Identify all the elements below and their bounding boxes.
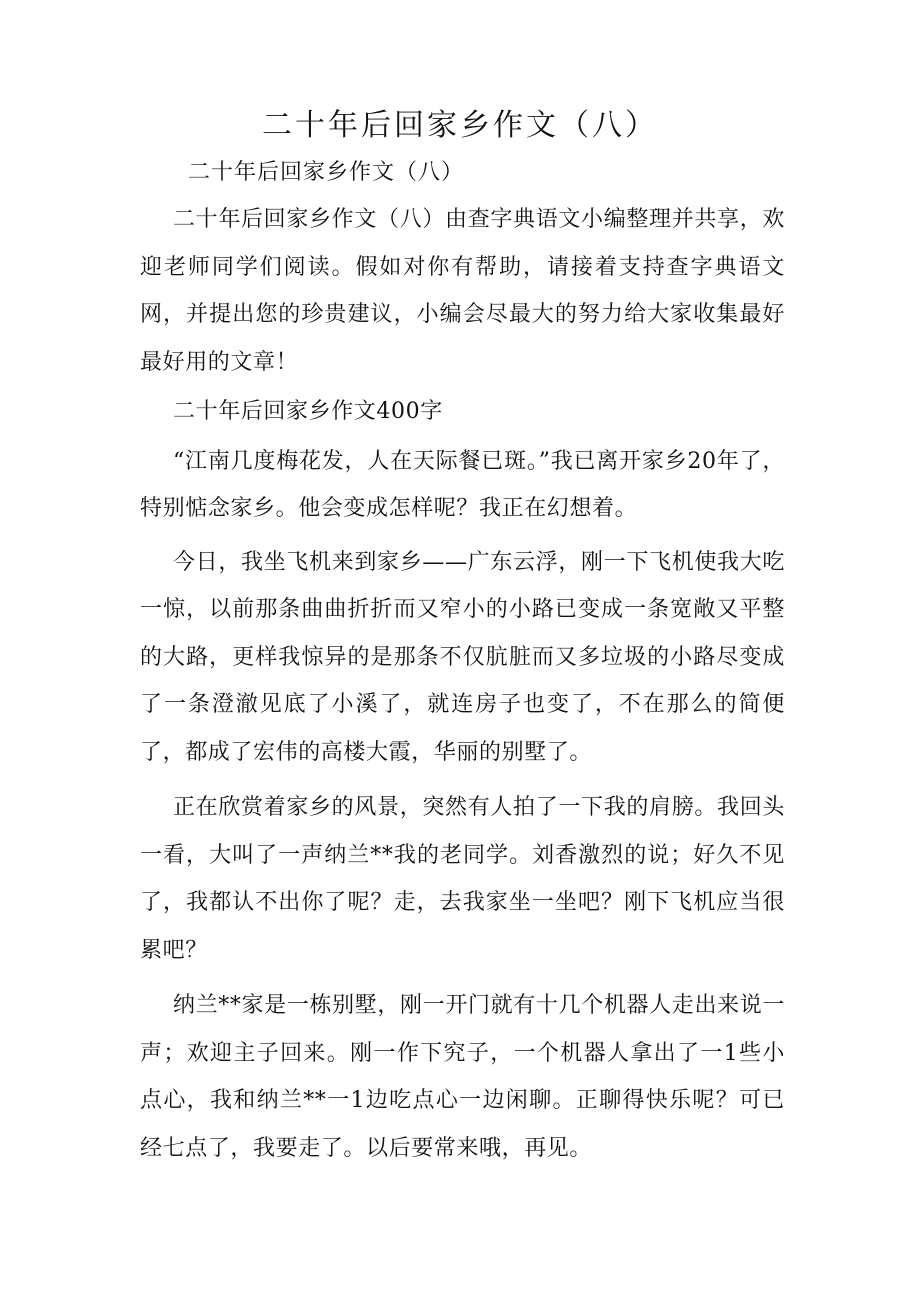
document-body	[140, 150, 785, 1172]
paragraph-intro: 二十年后回家乡作文（八）由查字典语文小编整理并共享，欢迎老师同学们阅读。假如对你有帮助，请接着支持查字典语文网，并提出您的珍贵建议，小编会尽最大的努力给大家收集最好最好用的文章！	[140, 207, 785, 375]
paragraph-3: 正在欣赏着家乡的风景，突然有人拍了一下我的肩膀。我回头一看，大叫了一声纳兰**我的老同学。刘香激烈的说；好久不见了，我都认不出你了呢？走，去我家坐一坐吧？刚下飞机应当很累吧？	[140, 795, 785, 963]
paragraph-heading: 二十年后回家乡作文400字	[173, 399, 443, 424]
document-subtitle: 二十年后回家乡作文（八）	[188, 160, 465, 185]
paragraph-1: “江南几度梅花发，人在天际餐已斑。”我已离开家乡20年了，特别惦念家乡。他会变成怎样呢？我正在幻想着。	[140, 448, 785, 521]
paragraph-2: 今日，我坐飞机来到家乡——广东云浮，刚一下飞机使我大吃一惊，以前那条曲曲折折而又窄小的小路已变成一条宽敞又平整的大路，更样我惊异的是那条不仅肮脏而又多垃圾的小路尽变成了一条澄澈见底了小溪了，就连房子也变了，不在那么的简便了，都成了宏伟的高楼大霞，华丽的别墅了。	[140, 549, 785, 765]
paragraph-4: 纳兰**家是一栋别墅，刚一开门就有十几个机器人走出来说一声；欢迎主子回来。刚一作下究子，一个机器人拿出了一1些小点心，我和纳兰**一1边吃点心一边闲聊。正聊得快乐呢？可已经七点了，我要走了。以后要常来哦，再见。	[140, 993, 785, 1161]
document-title: 二十年后回家乡作文（八）	[262, 108, 658, 143]
